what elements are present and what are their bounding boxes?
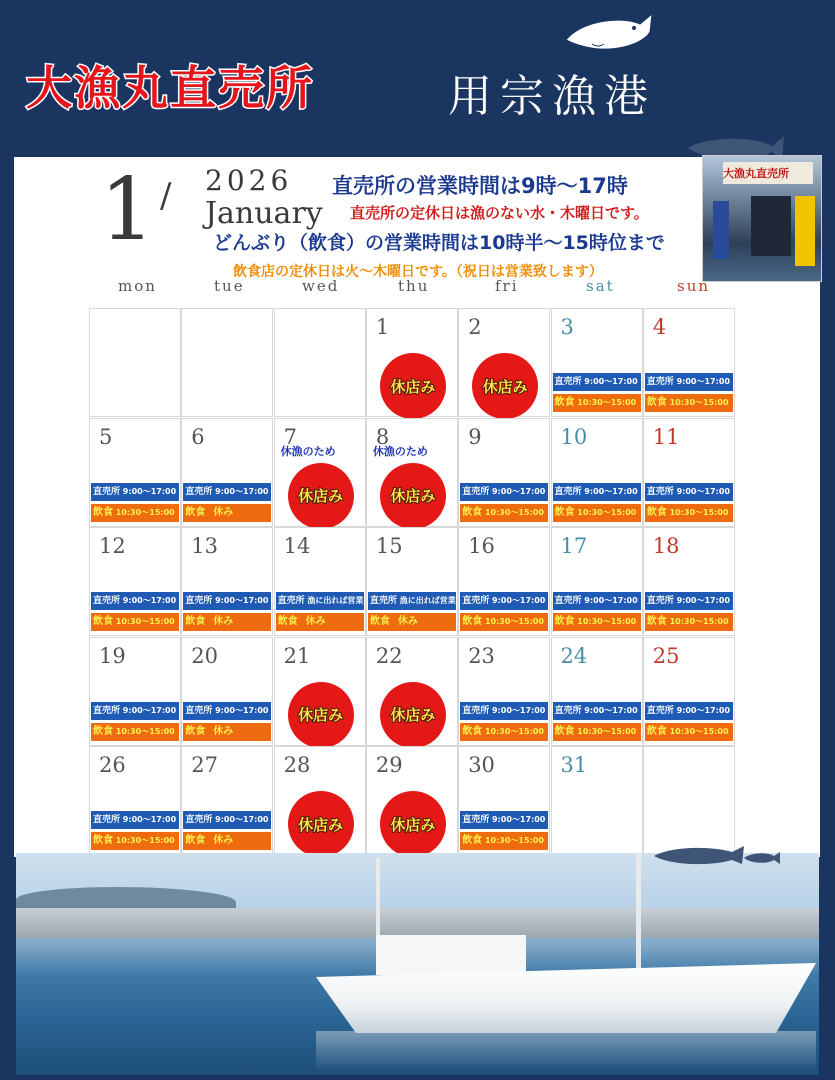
fishing-rest-note: 休漁のため bbox=[372, 444, 428, 458]
calendar-day-29 bbox=[366, 746, 458, 855]
shop-hours-band: 直売所 9:00～17:00 bbox=[460, 811, 548, 829]
day-number: 26 bbox=[99, 753, 126, 778]
food-hours-band: 飲食 10:30～15:00 bbox=[645, 613, 733, 631]
year-label: 2026 bbox=[205, 164, 293, 197]
calendar-cell-empty bbox=[89, 308, 181, 417]
shop-hours-band: 直売所 漁に出れば営業 bbox=[276, 592, 364, 610]
calendar-cell-empty bbox=[181, 308, 273, 417]
day-number: 23 bbox=[468, 643, 495, 668]
calendar-day-24 bbox=[551, 637, 643, 746]
weekday-label-mon: mon bbox=[118, 277, 157, 295]
food-hours-band: 飲食 10:30～15:00 bbox=[91, 723, 179, 741]
day-number: 19 bbox=[99, 643, 126, 668]
day-number: 6 bbox=[191, 424, 205, 449]
month-slash: / bbox=[160, 176, 172, 216]
calendar-day-25 bbox=[643, 637, 735, 746]
closed-badge: 休店み bbox=[472, 353, 538, 419]
weekday-label-thu: thu bbox=[398, 277, 430, 295]
calendar-day-27 bbox=[181, 746, 273, 855]
month-number: 1 bbox=[100, 160, 155, 260]
day-number: 5 bbox=[99, 424, 113, 449]
calendar-day-30 bbox=[458, 746, 550, 855]
month-name: January bbox=[205, 196, 323, 231]
food-hours-band: 飲食 休み bbox=[183, 504, 271, 522]
shop-flag bbox=[713, 201, 729, 259]
food-hours-band: 飲食 休み bbox=[368, 613, 456, 631]
closed-badge: 休店み bbox=[288, 791, 354, 857]
food-hours-band: 飲食 10:30～15:00 bbox=[553, 504, 641, 522]
food-hours-band: 飲食 10:30～15:00 bbox=[553, 723, 641, 741]
food-hours-band: 飲食 10:30～15:00 bbox=[91, 613, 179, 631]
harbor-photo bbox=[16, 853, 819, 1075]
calendar-day-19 bbox=[89, 637, 181, 746]
shop-hours-band: 直売所 9:00～17:00 bbox=[645, 592, 733, 610]
closed-badge: 休店み bbox=[380, 463, 446, 529]
day-number: 24 bbox=[560, 643, 588, 668]
day-number: 3 bbox=[560, 315, 574, 339]
food-hours-band: 飲食 休み bbox=[183, 723, 271, 741]
fishing-rest-note: 休漁のため bbox=[280, 444, 336, 458]
calendar-cell-empty bbox=[643, 746, 735, 855]
calendar-day-11 bbox=[643, 418, 735, 527]
weekday-label-fri: fri bbox=[495, 277, 519, 295]
day-number: 15 bbox=[375, 534, 403, 559]
food-hours-band: 飲食 休み bbox=[183, 832, 271, 850]
food-holiday-notice: 飲食店の定休日は火～木曜日です。（祝日は営業致します） bbox=[233, 264, 603, 280]
shop-hours-band: 直売所 9:00～17:00 bbox=[91, 592, 179, 610]
food-hours-band: 飲食 10:30～15:00 bbox=[553, 613, 641, 631]
day-number: 17 bbox=[560, 534, 588, 559]
food-hours-band: 飲食 10:30～15:00 bbox=[91, 504, 179, 522]
food-hours-band: 飲食 10:30～15:00 bbox=[645, 394, 733, 412]
day-number: 25 bbox=[652, 643, 680, 668]
fish-silhouette-icon bbox=[652, 846, 782, 868]
day-number: 28 bbox=[283, 753, 311, 778]
weekday-label-tue: tue bbox=[214, 277, 245, 295]
harbor-shore bbox=[16, 908, 819, 938]
shop-hours-band: 直売所 9:00～17:00 bbox=[645, 483, 733, 501]
calendar-day-31 bbox=[551, 746, 643, 855]
shop-sign bbox=[723, 162, 813, 184]
shop-hours-band: 直売所 9:00～17:00 bbox=[460, 483, 548, 501]
calendar-day-13 bbox=[181, 527, 273, 636]
shop-hours-band: 直売所 9:00～17:00 bbox=[183, 702, 271, 720]
fish-icon bbox=[562, 10, 654, 60]
food-hours-band: 飲食 休み bbox=[183, 613, 271, 631]
day-number: 16 bbox=[468, 534, 495, 559]
calendar-day-15 bbox=[366, 527, 458, 636]
shop-banner bbox=[795, 196, 815, 266]
calendar-day-9 bbox=[458, 418, 550, 527]
day-number: 9 bbox=[468, 424, 482, 449]
food-hours-band: 飲食 10:30～15:00 bbox=[460, 832, 548, 850]
day-number: 30 bbox=[468, 753, 495, 778]
shop-hours-band: 直売所 9:00～17:00 bbox=[645, 373, 733, 391]
weekday-label-wed: wed bbox=[302, 277, 340, 295]
day-number: 2 bbox=[468, 315, 482, 339]
shop-hours-band: 直売所 漁に出れば営業 bbox=[368, 592, 456, 610]
shop-hours-band: 直売所 9:00～17:00 bbox=[553, 483, 641, 501]
calendar-day-3 bbox=[551, 308, 643, 417]
food-hours-band: 飲食 10:30～15:00 bbox=[91, 832, 179, 850]
closed-badge: 休店み bbox=[288, 682, 354, 748]
day-number: 22 bbox=[375, 643, 403, 668]
shop-hours-band: 直売所 9:00～17:00 bbox=[553, 702, 641, 720]
food-hours-notice: どんぶり（飲食）の営業時間は10時半～15時位まで bbox=[213, 232, 665, 254]
shop-hours-band: 直売所 9:00～17:00 bbox=[460, 702, 548, 720]
shop-hours-band: 直売所 9:00～17:00 bbox=[183, 483, 271, 501]
shop-hours-band: 直売所 9:00～17:00 bbox=[183, 592, 271, 610]
calendar-day-20 bbox=[181, 637, 273, 746]
shop-holiday-notice: 直売所の定休日は漁のない水・木曜日です。 bbox=[350, 204, 649, 222]
harbor-name-title: 用宗漁港 bbox=[448, 71, 656, 122]
day-number: 18 bbox=[652, 534, 680, 559]
closed-badge: 休店み bbox=[380, 682, 446, 748]
shop-hours-band: 直売所 9:00～17:00 bbox=[645, 702, 733, 720]
day-number: 27 bbox=[191, 753, 219, 778]
food-hours-band: 飲食 10:30～15:00 bbox=[645, 504, 733, 522]
day-number: 11 bbox=[652, 424, 680, 449]
closed-badge: 休店み bbox=[288, 463, 354, 529]
calendar-day-16 bbox=[458, 527, 550, 636]
day-number: 29 bbox=[375, 753, 403, 778]
weekday-label-sat: sat bbox=[586, 277, 615, 295]
calendar-day-21 bbox=[274, 637, 366, 746]
shop-hours-band: 直売所 9:00～17:00 bbox=[553, 373, 641, 391]
calendar-day-22 bbox=[366, 637, 458, 746]
calendar-day-14 bbox=[274, 527, 366, 636]
boat-cabin bbox=[376, 935, 526, 975]
day-number: 14 bbox=[283, 534, 311, 559]
boat-mast bbox=[636, 853, 641, 973]
shop-hours-band: 直売所 9:00～17:00 bbox=[91, 483, 179, 501]
calendar-day-8 bbox=[366, 418, 458, 527]
day-number: 13 bbox=[191, 534, 219, 559]
calendar-day-23 bbox=[458, 637, 550, 746]
food-hours-band: 飲食 休み bbox=[276, 613, 364, 631]
day-number: 10 bbox=[560, 424, 588, 449]
calendar-day-2 bbox=[458, 308, 550, 417]
calendar-day-1 bbox=[366, 308, 458, 417]
food-hours-band: 飲食 10:30～15:00 bbox=[553, 394, 641, 412]
food-hours-band: 飲食 10:30～15:00 bbox=[460, 723, 548, 741]
day-number: 1 bbox=[375, 315, 390, 339]
shop-hours-band: 直売所 9:00～17:00 bbox=[460, 592, 548, 610]
calendar-cell-empty bbox=[274, 308, 366, 417]
day-number: 31 bbox=[560, 753, 588, 778]
day-number: 7 bbox=[283, 424, 297, 449]
food-hours-band: 飲食 10:30～15:00 bbox=[645, 723, 733, 741]
day-number: 4 bbox=[652, 315, 667, 339]
calendar-day-7 bbox=[274, 418, 366, 527]
calendar-day-4 bbox=[643, 308, 735, 417]
shop-sign-text: 大漁丸直売所 bbox=[723, 167, 789, 180]
weekday-label-sun: sun bbox=[677, 277, 711, 295]
day-number: 21 bbox=[283, 643, 311, 668]
shop-photo bbox=[702, 155, 822, 282]
shop-door bbox=[751, 196, 791, 256]
calendar-grid bbox=[89, 308, 735, 850]
calendar-day-10 bbox=[551, 418, 643, 527]
shop-hours-band: 直売所 9:00～17:00 bbox=[183, 811, 271, 829]
shop-hours-band: 直売所 9:00～17:00 bbox=[553, 592, 641, 610]
shop-hours-band: 直売所 9:00～17:00 bbox=[91, 702, 179, 720]
closed-badge: 休店み bbox=[380, 353, 446, 419]
calendar-day-17 bbox=[551, 527, 643, 636]
calendar-day-18 bbox=[643, 527, 735, 636]
food-hours-band: 飲食 10:30～15:00 bbox=[460, 504, 548, 522]
calendar-day-6 bbox=[181, 418, 273, 527]
food-hours-band: 飲食 10:30～15:00 bbox=[460, 613, 548, 631]
shop-hours-notice: 直売所の営業時間は9時～17時 bbox=[332, 174, 628, 198]
store-name-title: 大漁丸直売所 bbox=[26, 61, 314, 115]
day-number: 8 bbox=[375, 424, 390, 449]
shop-hours-band: 直売所 9:00～17:00 bbox=[91, 811, 179, 829]
calendar-day-28 bbox=[274, 746, 366, 855]
day-number: 12 bbox=[99, 534, 126, 559]
calendar-day-26 bbox=[89, 746, 181, 855]
day-number: 20 bbox=[191, 643, 219, 668]
calendar-day-12 bbox=[89, 527, 181, 636]
closed-badge: 休店み bbox=[380, 791, 446, 857]
boat-reflection bbox=[316, 1031, 816, 1071]
calendar-day-5 bbox=[89, 418, 181, 527]
